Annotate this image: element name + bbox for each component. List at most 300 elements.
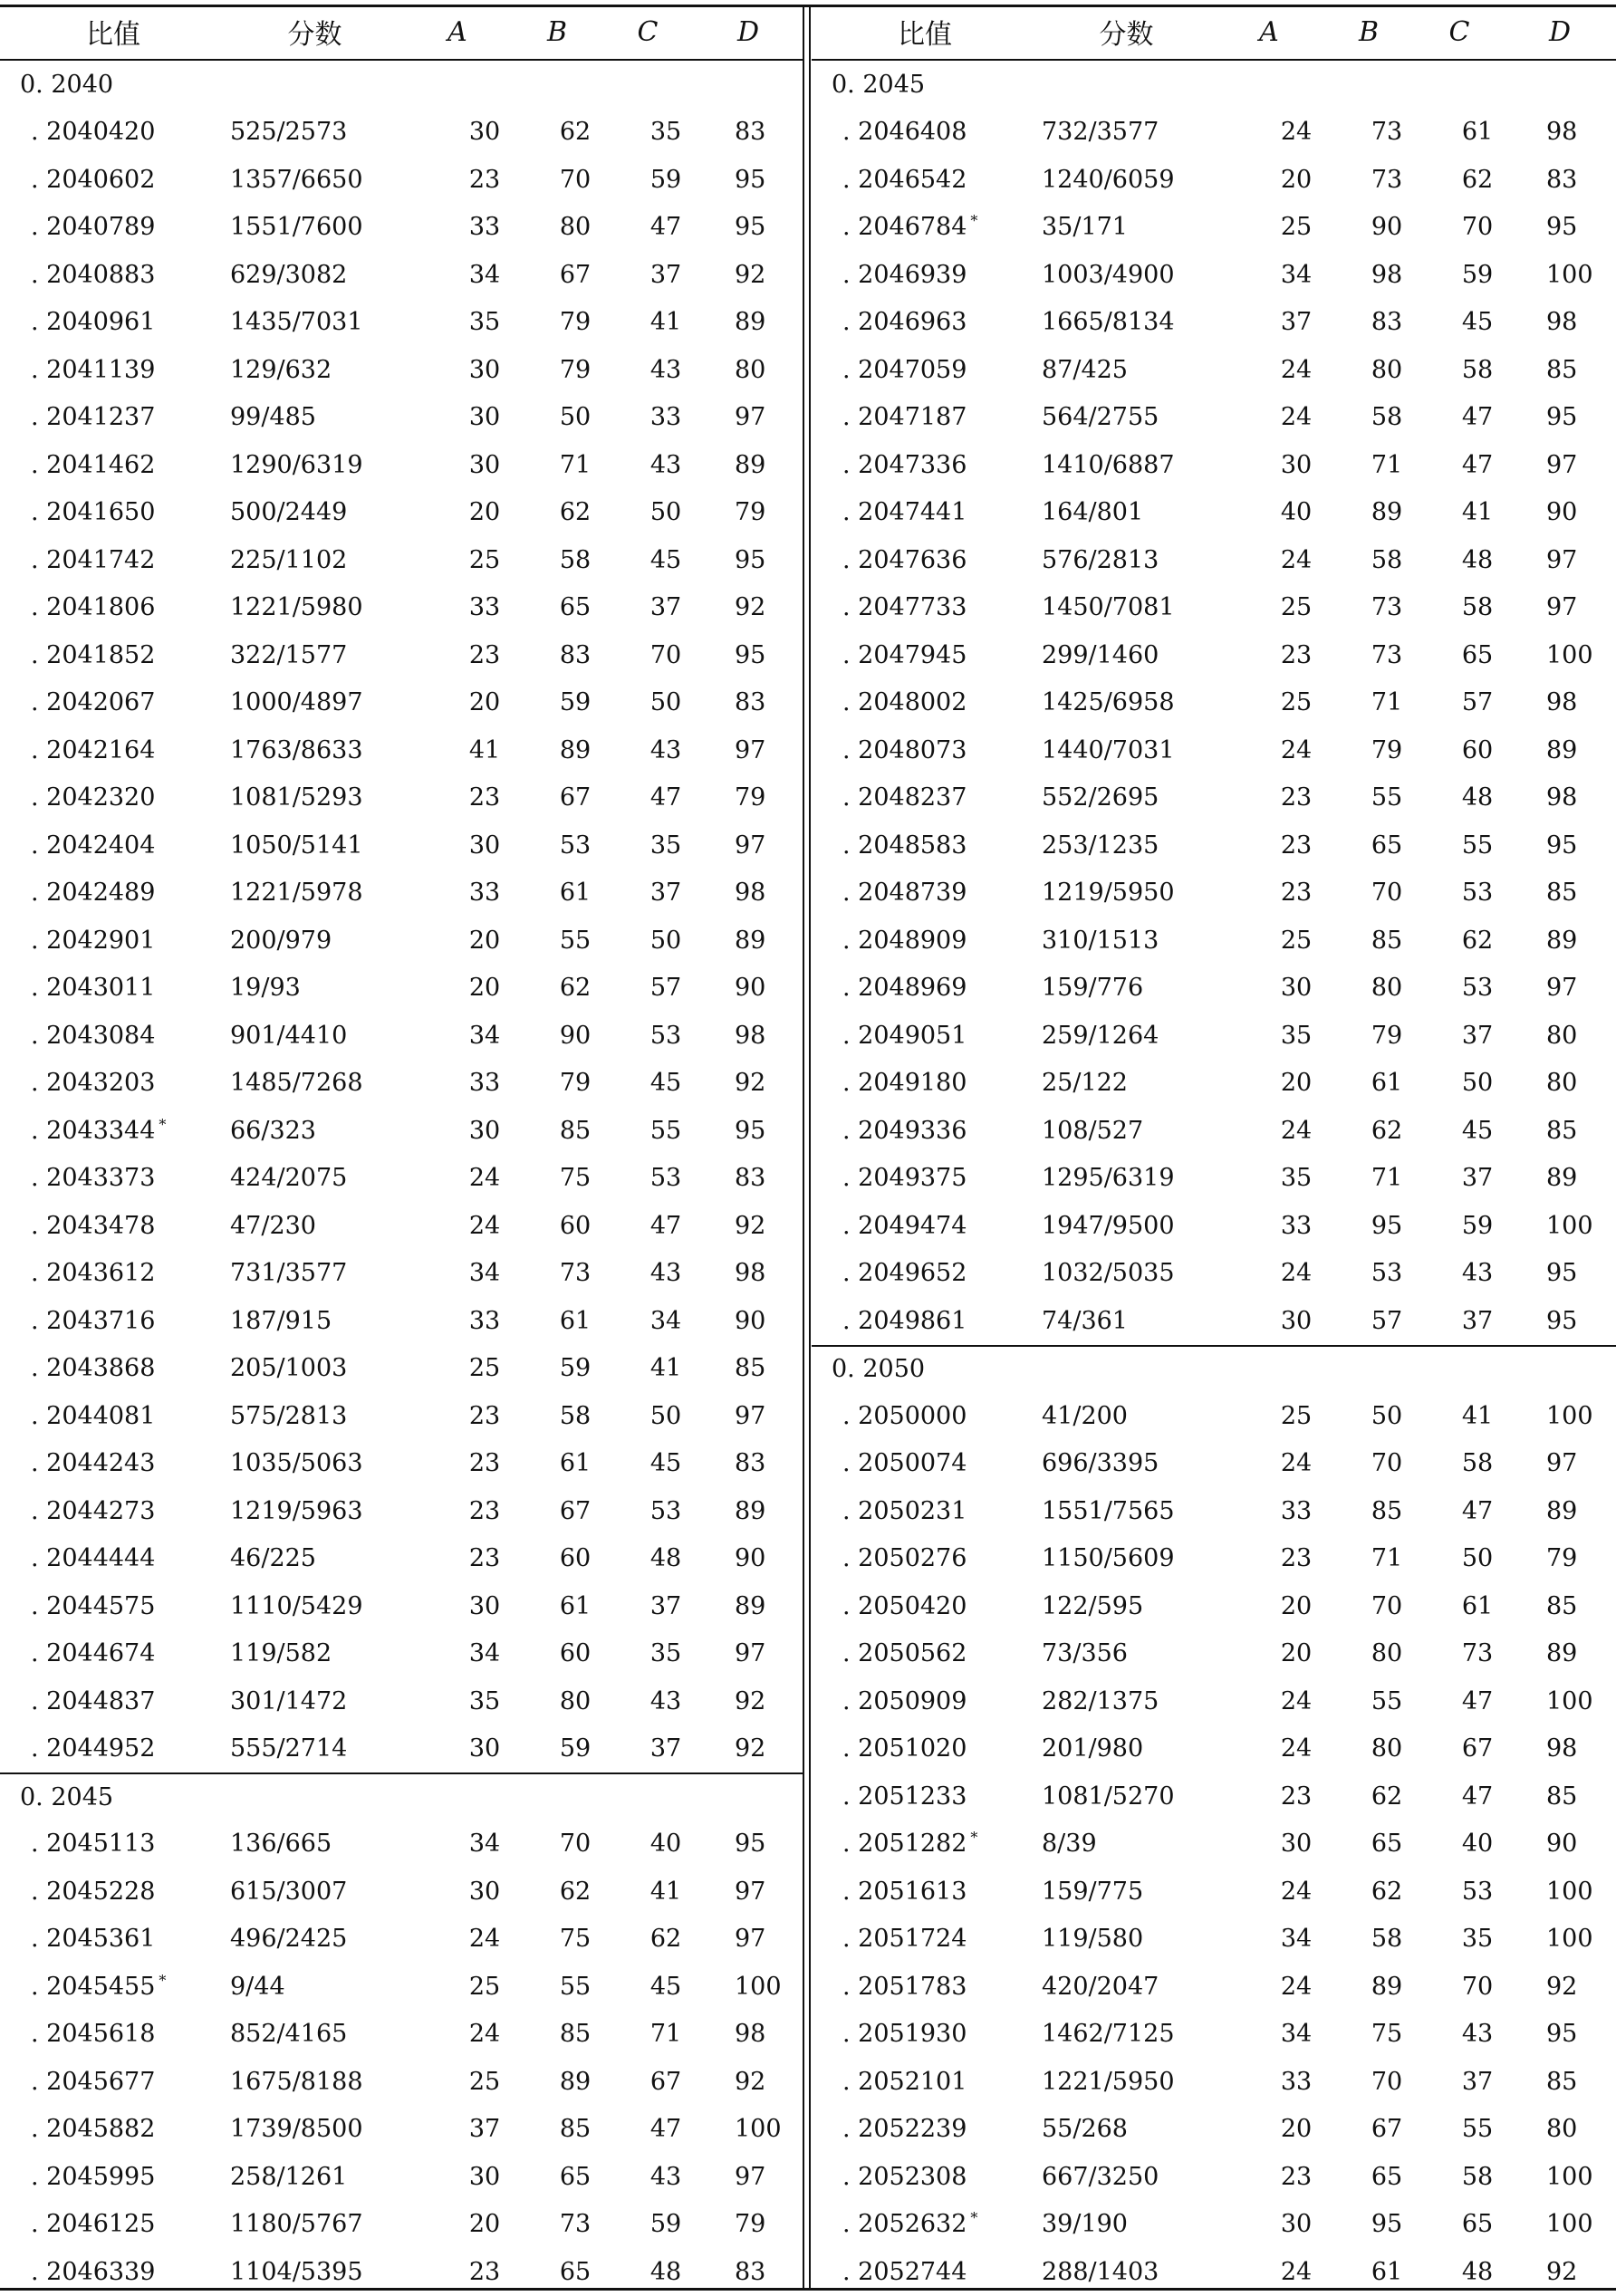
value-c: 48: [1461, 2257, 1494, 2286]
ratio-text: . 2045455: [31, 1972, 156, 2001]
fraction-value: 74/361: [1042, 1306, 1128, 1335]
ratio-text: . 2044444: [31, 1544, 156, 1573]
footnote-marker: *: [970, 1829, 978, 1847]
value-b: 73: [1371, 165, 1403, 194]
value-b: 55: [1371, 783, 1403, 812]
ratio-text: . 2044952: [31, 1734, 156, 1763]
ratio-value: [0, 2115, 226, 2143]
table-row: [0, 726, 803, 774]
value-a: 25: [1280, 926, 1313, 955]
ratio-value: [0, 927, 226, 955]
value-d: 83: [735, 2257, 766, 2286]
value-c: 47: [1461, 450, 1494, 479]
fraction-value: 201/980: [1042, 1734, 1144, 1763]
ratio-text: . 2046125: [31, 2210, 156, 2239]
value-b: 95: [1371, 1211, 1403, 1240]
value-a: 30: [1280, 2210, 1313, 2239]
table-bottom-rule: [0, 2288, 1616, 2291]
fraction-value: 1450/7081: [1042, 593, 1175, 622]
value-b: 85: [559, 2020, 592, 2049]
value-b: 55: [559, 1972, 592, 2001]
value-c: 50: [1461, 1544, 1494, 1573]
footnote-marker: *: [970, 2209, 978, 2227]
fraction-value: 1104/5395: [230, 2257, 363, 2286]
fraction-value: 1551/7565: [1042, 1496, 1175, 1525]
table-row: [0, 2011, 803, 2059]
ratio-value: [0, 213, 226, 241]
value-c: 59: [1461, 260, 1494, 289]
ratio-text: . 2050909: [842, 1686, 967, 1715]
value-b: 90: [1371, 213, 1403, 242]
table-row: [0, 2201, 803, 2249]
value-d: 83: [735, 118, 766, 147]
ratio-value: [0, 166, 226, 194]
table-row: [0, 1250, 803, 1298]
value-a: 25: [468, 1972, 501, 2001]
value-a: 23: [468, 640, 501, 669]
left-table-header: [0, 5, 803, 61]
ratio-value: [0, 498, 226, 526]
value-d: 79: [1546, 1544, 1578, 1573]
fraction-value: 1081/5270: [1042, 1782, 1175, 1811]
ratio-text: . 2051020: [842, 1734, 967, 1763]
value-c: 58: [1461, 1449, 1494, 1478]
fraction-value: 1050/5141: [230, 831, 363, 860]
value-b: 61: [1371, 1069, 1403, 1098]
value-b: 53: [1371, 1259, 1403, 1288]
value-b: 73: [1371, 640, 1403, 669]
value-b: 79: [559, 355, 592, 384]
ratio-text: . 2049474: [842, 1211, 967, 1240]
value-a: 30: [1280, 1830, 1313, 1859]
value-a: 30: [1280, 450, 1313, 479]
value-d: 92: [735, 1686, 766, 1715]
ratio-value: [812, 2020, 1038, 2048]
value-b: 70: [559, 165, 592, 194]
value-c: 48: [649, 2257, 682, 2286]
value-a: 33: [1280, 2067, 1313, 2096]
fraction-value: 119/580: [1042, 1925, 1144, 1954]
ratio-value: [812, 974, 1038, 1002]
value-c: 55: [649, 1116, 682, 1145]
table-row: [0, 2106, 803, 2154]
table-row: [812, 1582, 1616, 1630]
ratio-text: . 2043478: [31, 1211, 156, 1240]
value-c: 43: [649, 1259, 682, 1288]
table-row: [812, 2153, 1616, 2201]
value-c: 35: [1461, 1925, 1494, 1954]
fraction-value: 1435/7031: [230, 308, 363, 337]
fraction-value: 696/3395: [1042, 1449, 1159, 1478]
value-b: 70: [1371, 1449, 1403, 1478]
right-table-header: [812, 5, 1616, 61]
value-a: 23: [468, 783, 501, 812]
ratio-value: [0, 641, 226, 669]
value-a: 24: [1280, 1877, 1313, 1906]
ratio-text: . 2048969: [842, 974, 967, 1003]
value-d: 85: [1546, 1591, 1578, 1620]
value-b: 70: [559, 1830, 592, 1859]
value-a: 24: [1280, 1686, 1313, 1715]
fraction-value: 200/979: [230, 926, 332, 955]
value-a: 25: [1280, 213, 1313, 242]
fraction-value: 1180/5767: [230, 2210, 363, 2239]
value-d: 92: [1546, 1972, 1578, 2001]
value-b: 58: [559, 545, 592, 574]
ratio-value: [0, 974, 226, 1002]
value-a: 33: [1280, 1496, 1313, 1525]
table-row: [0, 1392, 803, 1440]
value-b: 83: [559, 640, 592, 669]
table-row: [812, 584, 1616, 632]
value-c: 61: [1461, 1591, 1494, 1620]
value-d: 85: [1546, 355, 1578, 384]
value-c: 41: [649, 1877, 682, 1906]
value-b: 79: [559, 308, 592, 337]
ratio-value: [812, 2068, 1038, 2096]
value-c: 67: [649, 2067, 682, 2096]
value-b: 80: [1371, 355, 1403, 384]
table-row: [0, 1440, 803, 1488]
value-b: 80: [1371, 1639, 1403, 1668]
ratio-value: [812, 356, 1038, 384]
table-row: [812, 1487, 1616, 1535]
value-a: 20: [1280, 1069, 1313, 1098]
fraction-value: 1110/5429: [230, 1591, 363, 1620]
table-row: [812, 2011, 1616, 2059]
table-row: [812, 1916, 1616, 1964]
ratio-value: [812, 688, 1038, 716]
value-b: 73: [559, 2210, 592, 2239]
table-row: [0, 1868, 803, 1916]
value-d: 97: [735, 1401, 766, 1430]
value-b: 62: [559, 118, 592, 147]
ratio-value: [812, 1734, 1038, 1763]
value-c: 67: [1461, 1734, 1494, 1763]
value-b: 89: [559, 2067, 592, 2096]
table-row: [812, 1012, 1616, 1060]
value-b: 62: [1371, 1877, 1403, 1906]
ratio-text: . 2051613: [842, 1877, 967, 1906]
fraction-value: 108/527: [1042, 1116, 1144, 1145]
table-row: [812, 774, 1616, 822]
table-row: [0, 631, 803, 679]
fraction-value: 1551/7600: [230, 213, 363, 242]
table-row: [0, 489, 803, 537]
ratio-value: [812, 593, 1038, 621]
ratio-text: . 2045677: [31, 2067, 156, 2096]
table-row: [812, 726, 1616, 774]
value-a: 24: [468, 1211, 501, 1240]
table-row: [812, 1820, 1616, 1869]
fraction-value: 629/3082: [230, 260, 348, 289]
fraction-value: 1357/6650: [230, 165, 363, 194]
value-a: 23: [468, 165, 501, 194]
table-row: [812, 1868, 1616, 1916]
fraction-value: 310/1513: [1042, 926, 1159, 955]
value-b: 67: [559, 783, 592, 812]
value-d: 95: [1546, 2020, 1578, 2049]
value-d: 95: [1546, 831, 1578, 860]
value-c: 37: [1461, 1021, 1494, 1050]
fraction-value: 1675/8188: [230, 2067, 363, 2096]
table-row: [0, 1582, 803, 1630]
value-d: 89: [735, 1496, 766, 1525]
ratio-value: [0, 308, 226, 336]
ratio-value: [812, 1497, 1038, 1525]
fraction-value: 1221/5950: [1042, 2067, 1175, 2096]
table-row: [0, 869, 803, 917]
value-a: 23: [1280, 1544, 1313, 1573]
value-c: 41: [1461, 498, 1494, 527]
ratio-text: . 2050276: [842, 1544, 967, 1573]
section-heading: 0. 2050: [812, 1345, 1616, 1393]
value-d: 92: [1546, 2257, 1578, 2286]
value-a: 35: [1280, 1164, 1313, 1193]
ratio-text: . 2047059: [842, 355, 967, 384]
value-c: 35: [649, 831, 682, 860]
value-c: 47: [649, 783, 682, 812]
header-b: B: [546, 15, 568, 48]
table-row: [0, 536, 803, 584]
value-c: 41: [649, 1354, 682, 1383]
value-c: 41: [649, 308, 682, 337]
value-c: 62: [649, 1925, 682, 1954]
header-d: D: [736, 15, 760, 48]
value-c: 47: [649, 213, 682, 242]
ratio-text: . 2045113: [31, 1830, 156, 1859]
right-table-body: [812, 61, 1616, 2296]
value-c: 58: [1461, 593, 1494, 622]
value-b: 73: [1371, 593, 1403, 622]
fraction-value: 159/775: [1042, 1877, 1144, 1906]
value-c: 37: [1461, 1164, 1494, 1193]
ratio-value: [812, 1639, 1038, 1667]
fraction-value: 1410/6887: [1042, 450, 1175, 479]
table-row: [0, 1487, 803, 1535]
fraction-value: 1000/4897: [230, 688, 363, 717]
value-b: 67: [1371, 2115, 1403, 2144]
value-c: 48: [1461, 545, 1494, 574]
value-d: 100: [1546, 1877, 1593, 1906]
value-d: 85: [735, 1354, 766, 1383]
value-a: 24: [468, 1164, 501, 1193]
value-a: 24: [468, 2020, 501, 2049]
value-c: 40: [1461, 1830, 1494, 1859]
table-row: [812, 251, 1616, 299]
fraction-value: 575/2813: [230, 1401, 348, 1430]
fraction-value: 1462/7125: [1042, 2020, 1175, 2049]
value-d: 79: [735, 2210, 766, 2239]
table-row: [0, 156, 803, 204]
value-c: 47: [1461, 1686, 1494, 1715]
value-a: 41: [468, 735, 501, 764]
ratio-text: . 2042164: [31, 735, 156, 764]
value-c: 43: [649, 1686, 682, 1715]
value-d: 100: [1546, 260, 1593, 289]
table-row: [812, 869, 1616, 917]
ratio-text: . 2049051: [842, 1021, 967, 1050]
fraction-value: 282/1375: [1042, 1686, 1159, 1715]
value-d: 92: [735, 1211, 766, 1240]
value-c: 50: [649, 688, 682, 717]
ratio-text: . 2050420: [842, 1591, 967, 1620]
value-a: 34: [468, 1259, 501, 1288]
value-c: 45: [649, 545, 682, 574]
value-b: 61: [1371, 2257, 1403, 2286]
value-a: 24: [1280, 118, 1313, 147]
ratio-value: [0, 2258, 226, 2286]
value-b: 71: [1371, 688, 1403, 717]
table-row: [812, 346, 1616, 394]
value-a: 35: [468, 1686, 501, 1715]
ratio-text: . 2040961: [31, 308, 156, 337]
value-a: 35: [468, 308, 501, 337]
value-d: 97: [735, 1639, 766, 1668]
fraction-value: 187/915: [230, 1306, 332, 1335]
value-d: 100: [1546, 1925, 1593, 1954]
table-row: [812, 1297, 1616, 1345]
value-d: 92: [735, 1734, 766, 1763]
table-row: [0, 1916, 803, 1964]
fraction-value: 66/323: [230, 1116, 316, 1145]
ratio-value: [812, 118, 1038, 146]
value-c: 37: [1461, 1306, 1494, 1335]
ratio-text: . 2041650: [31, 498, 156, 527]
value-c: 58: [1461, 355, 1494, 384]
value-b: 50: [1371, 1401, 1403, 1430]
ratio-value: [812, 641, 1038, 669]
fraction-value: 1739/8500: [230, 2115, 363, 2144]
table-row: [812, 156, 1616, 204]
value-d: 90: [1546, 1830, 1578, 1859]
fraction-value: 39/190: [1042, 2210, 1128, 2239]
table-row: [0, 679, 803, 727]
ratio-value: [812, 1973, 1038, 2001]
value-c: 50: [1461, 1069, 1494, 1098]
ratio-value: [0, 688, 226, 716]
value-c: 59: [649, 2210, 682, 2239]
fraction-value: 136/665: [230, 1830, 332, 1859]
ratio-text: . 2040883: [31, 260, 156, 289]
ratio-value: [812, 1212, 1038, 1240]
value-a: 35: [1280, 1021, 1313, 1050]
value-a: 34: [468, 260, 501, 289]
value-d: 98: [735, 1021, 766, 1050]
ratio-text: . 2051783: [842, 1972, 967, 2001]
value-c: 34: [649, 1306, 682, 1335]
table-row: [0, 1107, 803, 1155]
value-d: 89: [735, 926, 766, 955]
value-a: 33: [468, 213, 501, 242]
ratio-text: . 2046784: [842, 213, 967, 242]
value-d: 95: [735, 213, 766, 242]
value-a: 25: [1280, 593, 1313, 622]
value-b: 61: [559, 879, 592, 908]
ratio-value: [0, 1973, 226, 2001]
value-c: 50: [649, 498, 682, 527]
value-d: 89: [1546, 1164, 1578, 1193]
ratio-text: . 2042067: [31, 688, 156, 717]
ratio-text: . 2047733: [842, 593, 967, 622]
table-row: [0, 2058, 803, 2106]
table-row: [0, 1820, 803, 1869]
value-b: 60: [559, 1544, 592, 1573]
value-b: 75: [559, 1164, 592, 1193]
ratio-value: [0, 1925, 226, 1953]
value-b: 59: [559, 1734, 592, 1763]
value-a: 20: [468, 974, 501, 1003]
value-a: 30: [468, 118, 501, 147]
value-b: 85: [1371, 926, 1403, 955]
fraction-value: 564/2755: [1042, 403, 1159, 432]
value-a: 23: [468, 1449, 501, 1478]
table-row: [812, 679, 1616, 727]
fraction-value: 667/3250: [1042, 2162, 1159, 2191]
ratio-value: [812, 783, 1038, 812]
table-row: [812, 441, 1616, 489]
table-row: [812, 1440, 1616, 1488]
value-d: 98: [1546, 1734, 1578, 1763]
fraction-value: 1221/5980: [230, 593, 363, 622]
value-b: 80: [1371, 974, 1403, 1003]
fraction-value: 1032/5035: [1042, 1259, 1175, 1288]
value-d: 80: [1546, 1069, 1578, 1098]
fraction-value: 8/39: [1042, 1830, 1097, 1859]
value-b: 79: [1371, 735, 1403, 764]
footnote-marker: *: [159, 1115, 167, 1133]
value-a: 23: [1280, 783, 1313, 812]
value-c: 37: [649, 260, 682, 289]
value-a: 34: [1280, 1925, 1313, 1954]
table-row: [812, 2106, 1616, 2154]
value-c: 47: [1461, 1496, 1494, 1525]
value-c: 53: [1461, 879, 1494, 908]
value-b: 65: [559, 593, 592, 622]
value-a: 37: [1280, 308, 1313, 337]
ratio-text: . 2043011: [31, 974, 156, 1003]
footnote-marker: *: [970, 212, 978, 230]
ratio-value: [812, 546, 1038, 574]
header-fraction: 分数: [1099, 19, 1154, 51]
ratio-text: . 2043716: [31, 1306, 156, 1335]
ratio-value: [0, 783, 226, 812]
value-d: 83: [735, 1449, 766, 1478]
table-row: [0, 394, 803, 442]
value-c: 61: [1461, 118, 1494, 147]
value-c: 57: [1461, 688, 1494, 717]
value-b: 80: [1371, 1734, 1403, 1763]
value-a: 34: [468, 1830, 501, 1859]
value-d: 89: [735, 450, 766, 479]
fraction-value: 1947/9500: [1042, 1211, 1175, 1240]
fraction-value: 288/1403: [1042, 2257, 1159, 2286]
table-row: [812, 204, 1616, 252]
ratio-value: [0, 1259, 226, 1287]
value-d: 97: [735, 735, 766, 764]
value-d: 98: [735, 879, 766, 908]
value-a: 24: [1280, 403, 1313, 432]
ratio-text: . 2044575: [31, 1591, 156, 1620]
value-d: 97: [1546, 545, 1578, 574]
ratio-text: . 2043612: [31, 1259, 156, 1288]
value-d: 79: [735, 783, 766, 812]
value-c: 62: [1461, 926, 1494, 955]
value-b: 89: [559, 735, 592, 764]
value-c: 47: [1461, 1782, 1494, 1811]
fraction-value: 119/582: [230, 1639, 332, 1668]
value-c: 43: [649, 450, 682, 479]
